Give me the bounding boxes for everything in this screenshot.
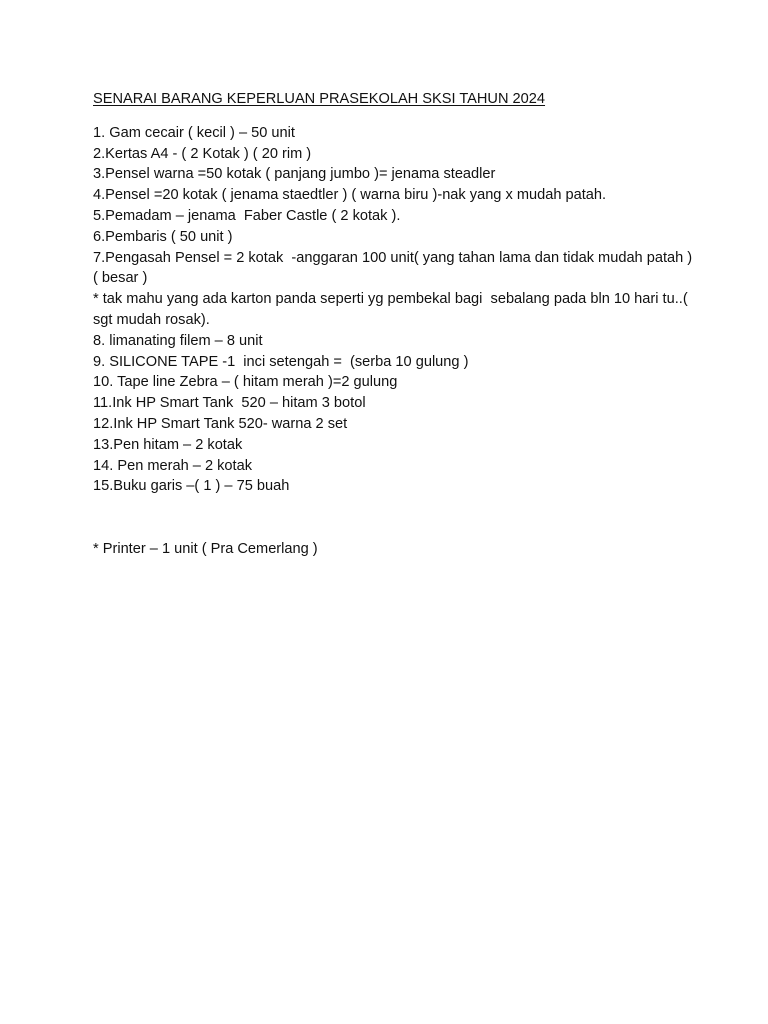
list-item-note: * tak mahu yang ada karton panda seperti yg pembekal bagi sebalang pada bln 10 hari tu..( sgt mudah rosak). xyxy=(93,291,692,328)
list-item-14: 14. Pen merah – 2 kotak xyxy=(93,457,253,474)
list-item-6: 6.Pembaris ( 50 unit ) xyxy=(93,228,233,245)
list-item-9: 9. SILICONE TAPE -1 inci setengah = (serba 10 gulung ) xyxy=(93,353,469,370)
list-item-15: 15.Buku garis –( 1 ) – 75 buah xyxy=(93,478,290,495)
list-item-10: 10. Tape line Zebra – ( hitam merah )=2 gulung xyxy=(93,374,398,391)
list-item-12: 12.Ink HP Smart Tank 520- warna 2 set xyxy=(93,415,348,432)
list-item-8: 8. limanating filem – 8 unit xyxy=(93,332,263,349)
document-content xyxy=(93,89,693,560)
list-item-1: 1. Gam cecair ( kecil ) – 50 unit xyxy=(93,124,295,141)
list-item-7: 7.Pengasah Pensel = 2 kotak -anggaran 100 unit( yang tahan lama dan tidak mudah patah )( besar ) xyxy=(93,249,693,287)
footer-note: * Printer – 1 unit ( Pra Cemerlang ) xyxy=(93,540,318,557)
list-item-3: 3.Pensel warna =50 kotak ( panjang jumbo )= jenama steadler xyxy=(93,166,496,183)
list-item-4: 4.Pensel =20 kotak ( jenama staedtler ) ( warna biru )-nak yang x mudah patah. xyxy=(93,187,607,204)
list-item-2: 2.Kertas A4 - ( 2 Kotak ) ( 20 rim ) xyxy=(93,145,312,162)
list-item-13: 13.Pen hitam – 2 kotak xyxy=(93,436,243,453)
list-item-5: 5.Pemadam – jenama Faber Castle ( 2 kotak ). xyxy=(93,207,401,224)
list-item-11: 11.Ink HP Smart Tank 520 – hitam 3 botol xyxy=(93,395,366,412)
document-title: SENARAI BARANG KEPERLUAN PRASEKOLAH SKSI TAHUN 2024 xyxy=(93,91,546,107)
blank-lines xyxy=(93,497,693,539)
